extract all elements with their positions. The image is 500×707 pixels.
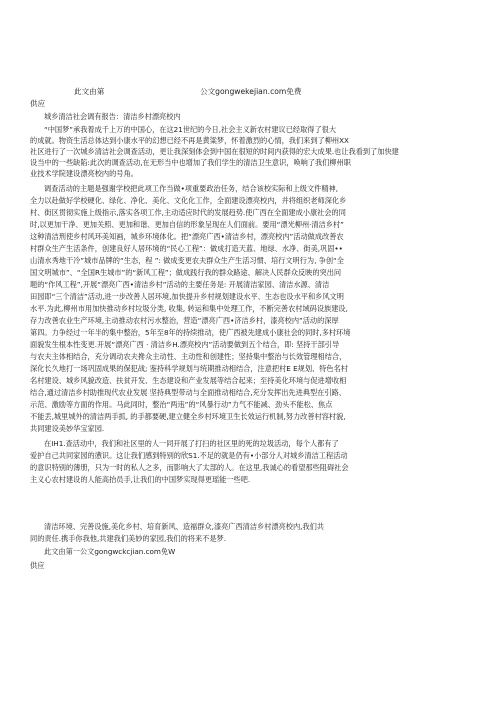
paragraph-line: 全力以赴做好学校硬化、绿化、净化、美化、文化化工作，全面建设漂亮校内，并将组织老师深化乡 bbox=[30, 196, 347, 205]
paragraph-line: 设当中的一些缺陷:此次的调查活动,在无形当中也增加了我们学生的清洁卫生意识，唤响了我们柳州职 bbox=[30, 158, 351, 167]
closing-line: 同的责任.携手你我他,共建我们美妙的家园,我们的将来不是梦. bbox=[30, 534, 227, 543]
paragraph-line: 共同建设美妙华宝家园. bbox=[30, 424, 105, 433]
paragraph-line: 调查活动的主题是强谢学校把此项工作当做•项重要政治任务，结合该校实际和上级文件精神, bbox=[44, 184, 339, 193]
paragraph-line: 这种清洁刑使乡村风环美知画，城乡环境体化。把“漂亮广西•清洁乡村，漂亮校内”活动做成改善农 bbox=[30, 232, 344, 241]
paragraph-line: 村、街区贯彻实施上级指示,落实各项工作,主动适应时代的发展趋势.使广西在全面建成小康社会的同 bbox=[30, 208, 346, 217]
report-title: 城乡清洁社会调有报告：清洁乡村漂亮校内 bbox=[44, 112, 181, 121]
paragraph-line: 山清水秀地干冷”城市品牌的“生态，程 ”: 做成变更农夫群众生产生活习惯、培行文明行为, 争创“全 bbox=[30, 256, 344, 265]
header-left: 此文由第 bbox=[74, 87, 105, 96]
paragraph-line: 爱护自己共同家园的懑识。这让我们感到特别的欣S1.不足的就是仍有•小部分人对城乡清洁工程活动 bbox=[30, 451, 348, 460]
paragraph-line: 示范、激励等方面的作用。马此同时，整治“两违”的“风暴行动”力气不能减、劲头不能松、焦点 bbox=[30, 400, 333, 409]
paragraph-line: 存力改善农业生产环境,主动推动农村污水整治，营造“漂亮广西•济洁乡村，漆亮校内”活动的深厚 bbox=[30, 316, 339, 325]
header-supply: 供应 bbox=[30, 99, 46, 108]
closing-line: 清洁环境、完善设施,美化乡村、培育新风、造福群众,漆亮广西清洁乡村漂亮校内,我们共 bbox=[44, 522, 324, 531]
paragraph-line: 主义心农村建设的人能高抬员手,让我们的中国梦实现得更瑶能一些吧. bbox=[30, 475, 251, 484]
paragraph-line: 不能丢,城里城外的清洁两手抓, 的手都要硬,建立健全乡村环境卫生长效运行机制,努力改善村容村貌, bbox=[30, 412, 346, 421]
paragraph-line: 题的“作风工程”,开展“漂亮广西•清洁乡村”活动的主要任务是: 开展清洁家园、清洁水源、清洁 bbox=[30, 280, 330, 289]
paragraph-line: 时,以更加干净、更加关照、更加和谐、更加自信的形象呈现在人们面前。要用“漂光柳州·清洁乡村” bbox=[30, 220, 344, 229]
paragraph-line: 水平.为此,柳州市用加快推动乡村垃圾分类, 收集, 转运和集中处理工作，不断完善农村域码设族建设, bbox=[30, 304, 348, 313]
paragraph-line: 业技术学院建设漂亮校内的号角。 bbox=[30, 169, 138, 178]
paragraph-line: 在IH1.查活动中，我们和社区里的人一同开展了打扫的社区里的死的垃圾活动，每个人都有了 bbox=[44, 439, 339, 448]
paragraph-line: 第四。力争经过一年半的集中整治，5年至8年的持续推动，使广西被先建成小康社会的同时,多村环境 bbox=[30, 328, 351, 337]
paragraph-line: 田园即“三个清洁”活动,进一步改善人居环境,加快提升乡村规划建设水平、生态也设水平和乡风文明 bbox=[30, 292, 344, 301]
paragraph-line: 社区进行了一次城乡清洁社会调查活动，更让我深刻体会到中国在很短的时间内获得的宏大成果.也让我看到了加快建 bbox=[30, 147, 399, 156]
footer-supply: 供应 bbox=[30, 561, 45, 570]
paragraph-line: 的意识特别的薄册，只为一时的私人之多，而影响大了太部的人。在这里,我诚心的看望那些阻碍社会 bbox=[30, 463, 349, 472]
footer-left: 此文由第一公文gongwckcjian.com免W bbox=[44, 547, 176, 556]
paragraph-line: 名村建设、城乡风貌改造、扶贫开发、生态建设和产业发展等结合起来；至持美化环境与促进增收相 bbox=[30, 376, 347, 385]
paragraph-line: 的成就。物资生活总体达到小康水平的幻想已经不再是黄粱梦，怀着激烈的心情，我们来到了柳州XX bbox=[30, 136, 349, 145]
paragraph-line: 结合,通过清洁乡村助推现代农业发展 坚持典型带动与全面推动相结合,充分发挥出先进典型在引路、 bbox=[30, 388, 346, 397]
paragraph-line: 与农夫主体相结合，充分调动农夫搀众主动性、主动性和创建性；坚持集中整治与长效管理相结合， bbox=[30, 352, 347, 361]
paragraph-line: “中国梦”承我着成千上万的中国心，在这21世纪的今日,社会主义新农村建议已经取得了很大 bbox=[44, 125, 337, 134]
paragraph-line: 深化长久地打一场巩固成果的保犯战; 鉴持科学规划与统期推动相结合，注意把村E E规划、特色名村 bbox=[30, 364, 348, 373]
paragraph-line: 村群众生产生活条件，创建良好人居环境的“民心工程”：做成打造天蓝、地绿、水净、街美,巩固•• bbox=[30, 244, 343, 253]
paragraph-line: 国文明城市”、“全国R生城市”的“新风工程”；做成践行我的群众路途、解决人民群众反映的突出问 bbox=[30, 268, 342, 277]
paragraph-line: 面貌发生根本性变更.开展“漂亮广西 · 清洁乡H.漂亮校内”活动要做到五个结合，即: 坚持干部引导 bbox=[30, 340, 340, 349]
header-right: 公文gongwekejian.com免费 bbox=[200, 87, 302, 96]
